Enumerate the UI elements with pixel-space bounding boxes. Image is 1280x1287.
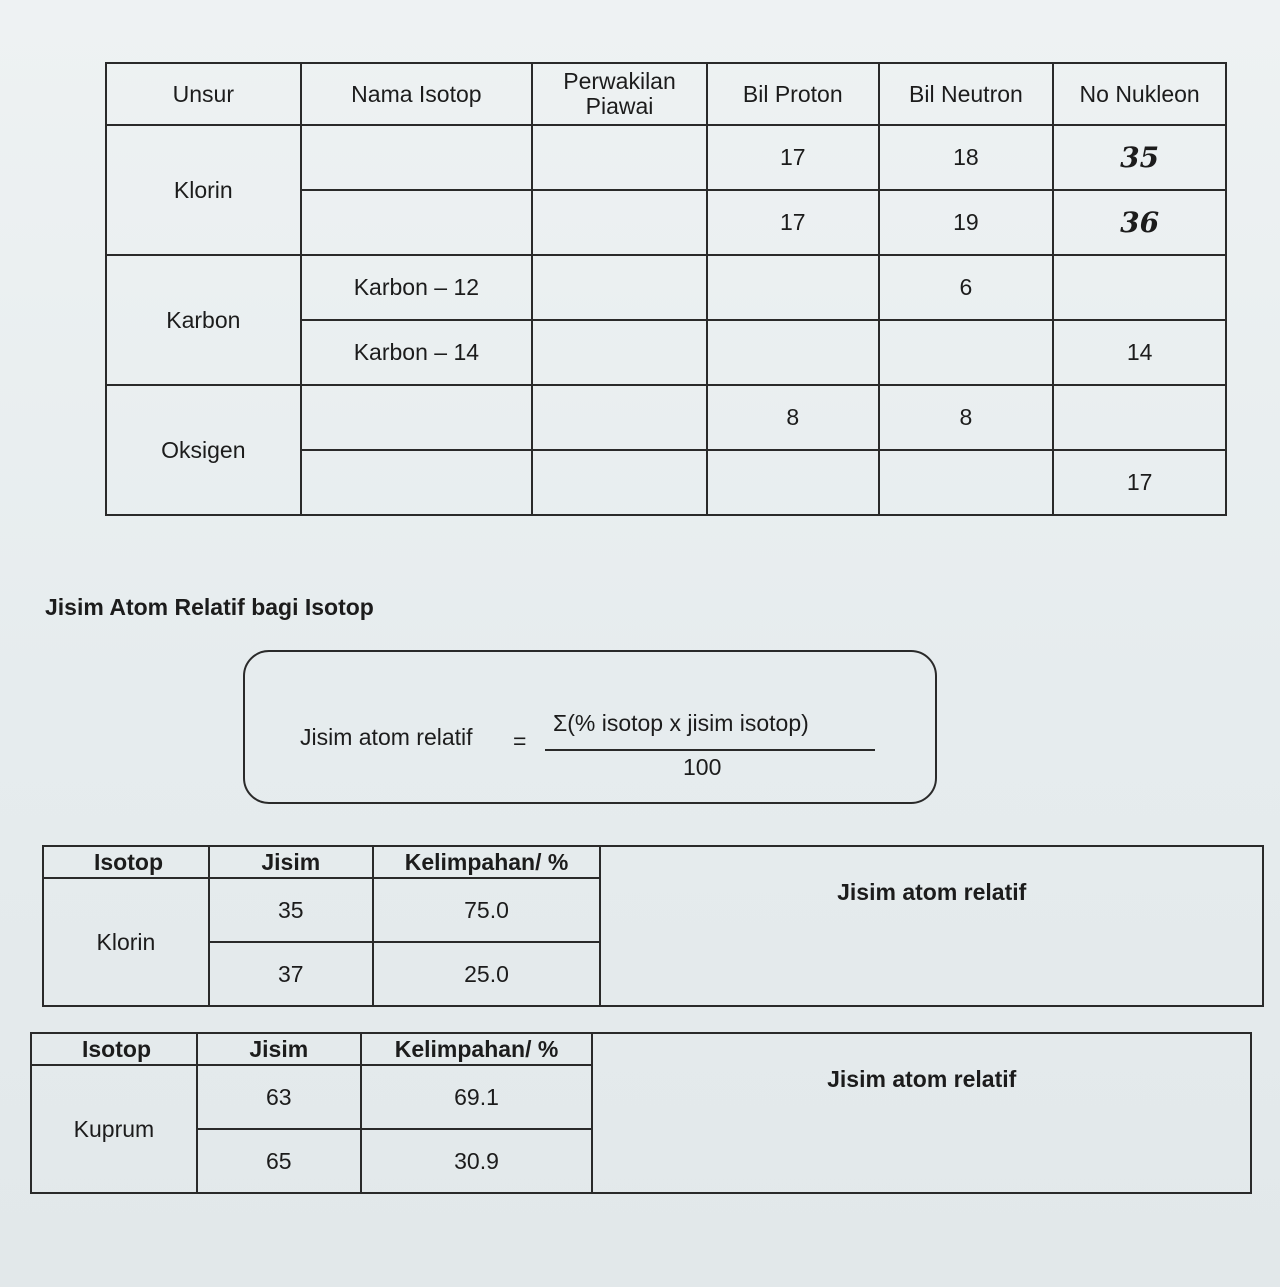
cell-kelimpahan: 25.0 bbox=[373, 942, 601, 1006]
cell-perwakilan bbox=[532, 320, 707, 385]
cell-proton: 17 bbox=[707, 125, 879, 190]
table-row bbox=[106, 255, 1226, 320]
cell-nukleon bbox=[1053, 255, 1226, 320]
klorin-table bbox=[42, 845, 1264, 1007]
cell-jisim: 35 bbox=[209, 878, 373, 942]
formula-equals: = bbox=[513, 728, 527, 754]
cell-nukleon-handwritten: 35 bbox=[1053, 125, 1226, 190]
fraction-bar bbox=[545, 749, 875, 751]
klorin-table-header bbox=[43, 846, 1263, 878]
col-header-kelimpahan: Kelimpahan/ % bbox=[361, 1033, 593, 1065]
col-header-nama-isotop: Nama Isotop bbox=[301, 63, 532, 125]
col-header-jisim-atom-relatif bbox=[600, 846, 1263, 1006]
isotope-table bbox=[105, 62, 1227, 516]
cell-nukleon-handwritten: 36 bbox=[1053, 190, 1226, 255]
jisim-atom-relatif-label: Jisim atom relatif bbox=[827, 1066, 1017, 1092]
section-heading: Jisim Atom Relatif bagi Isotop bbox=[45, 594, 374, 620]
cell-nama bbox=[301, 450, 532, 515]
table-row bbox=[106, 385, 1226, 450]
col-header-jisim-atom-relatif bbox=[592, 1033, 1251, 1193]
cell-jisim: 65 bbox=[197, 1129, 361, 1193]
cell-element-kuprum: Kuprum bbox=[31, 1065, 197, 1193]
cell-neutron: 18 bbox=[879, 125, 1054, 190]
col-header-unsur: Unsur bbox=[106, 63, 301, 125]
col-header-bil-proton: Bil Proton bbox=[707, 63, 879, 125]
col-header-bil-neutron: Bil Neutron bbox=[879, 63, 1054, 125]
cell-unsur-klorin: Klorin bbox=[106, 125, 301, 255]
cell-proton: 8 bbox=[707, 385, 879, 450]
cell-proton bbox=[707, 320, 879, 385]
col-header-isotop: Isotop bbox=[43, 846, 209, 878]
cell-neutron: 6 bbox=[879, 255, 1054, 320]
cell-element-klorin: Klorin bbox=[43, 878, 209, 1006]
col-header-isotop: Isotop bbox=[31, 1033, 197, 1065]
table-row bbox=[106, 125, 1226, 190]
formula-lhs: Jisim atom relatif bbox=[300, 724, 473, 750]
cell-nama bbox=[301, 190, 532, 255]
kuprum-table bbox=[30, 1032, 1252, 1194]
cell-unsur-oksigen: Oksigen bbox=[106, 385, 301, 515]
cell-jisim: 37 bbox=[209, 942, 373, 1006]
cell-proton: 17 bbox=[707, 190, 879, 255]
cell-proton bbox=[707, 450, 879, 515]
cell-perwakilan bbox=[532, 385, 707, 450]
cell-nama: Karbon – 12 bbox=[301, 255, 532, 320]
formula-numerator: Σ(% isotop x jisim isotop) bbox=[553, 710, 809, 736]
col-header-no-nukleon: No Nukleon bbox=[1053, 63, 1226, 125]
cell-kelimpahan: 69.1 bbox=[361, 1065, 593, 1129]
jisim-atom-relatif-label: Jisim atom relatif bbox=[837, 879, 1027, 905]
cell-neutron: 8 bbox=[879, 385, 1054, 450]
col-header-jisim: Jisim bbox=[209, 846, 373, 878]
isotope-table-header bbox=[106, 63, 1226, 125]
cell-neutron bbox=[879, 450, 1054, 515]
cell-nukleon bbox=[1053, 385, 1226, 450]
cell-nukleon: 14 bbox=[1053, 320, 1226, 385]
cell-neutron: 19 bbox=[879, 190, 1054, 255]
cell-unsur-karbon: Karbon bbox=[106, 255, 301, 385]
col-header-perwakilan-piawai: Perwakilan Piawai bbox=[532, 63, 707, 125]
cell-nukleon: 17 bbox=[1053, 450, 1226, 515]
cell-perwakilan bbox=[532, 450, 707, 515]
cell-nama: Karbon – 14 bbox=[301, 320, 532, 385]
cell-perwakilan bbox=[532, 190, 707, 255]
cell-neutron bbox=[879, 320, 1054, 385]
col-header-jisim: Jisim bbox=[197, 1033, 361, 1065]
col-header-kelimpahan: Kelimpahan/ % bbox=[373, 846, 601, 878]
cell-nama bbox=[301, 125, 532, 190]
cell-nama bbox=[301, 385, 532, 450]
cell-kelimpahan: 75.0 bbox=[373, 878, 601, 942]
kuprum-table-header bbox=[31, 1033, 1251, 1065]
cell-perwakilan bbox=[532, 255, 707, 320]
formula-denominator: 100 bbox=[683, 754, 722, 780]
cell-kelimpahan: 30.9 bbox=[361, 1129, 593, 1193]
cell-jisim: 63 bbox=[197, 1065, 361, 1129]
formula-box bbox=[243, 650, 937, 804]
cell-perwakilan bbox=[532, 125, 707, 190]
cell-proton bbox=[707, 255, 879, 320]
